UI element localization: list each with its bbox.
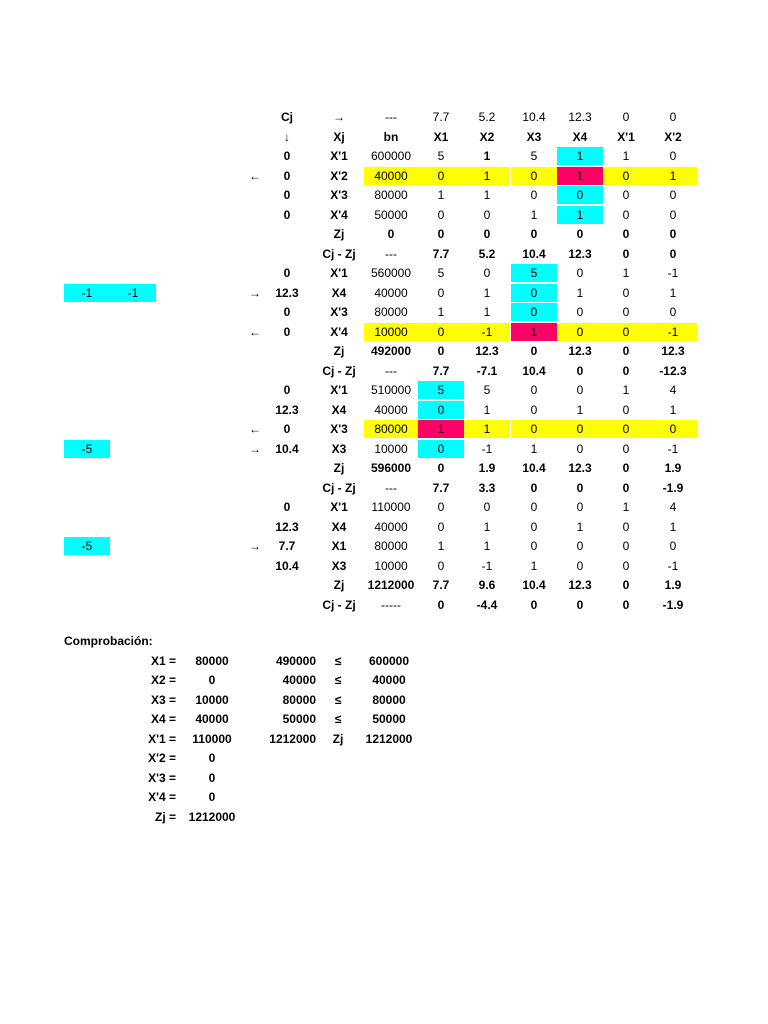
zj-value: 0: [622, 344, 630, 358]
zj-value: 0: [622, 461, 630, 475]
column-header: X2: [479, 129, 495, 144]
leaving-arrow-icon: ←: [249, 324, 261, 339]
basis-variable: X1: [331, 539, 347, 553]
zj-label: Zj: [333, 344, 345, 358]
cj-zj-value: -1.9: [662, 597, 684, 612]
cj-label: Cj: [281, 110, 293, 124]
constraint-lhs: 80000: [282, 692, 316, 707]
coefficient: 1: [418, 420, 464, 438]
coefficient: 0: [437, 285, 445, 300]
coefficient: 0: [622, 305, 630, 319]
constraint-operator: ≤: [334, 712, 342, 726]
zj-value: 10.4: [522, 461, 546, 475]
coefficient: 1: [622, 383, 630, 397]
cj-zj-value: 7.7: [432, 246, 450, 261]
bn-value: 10000: [364, 323, 418, 341]
coefficient: 0: [576, 558, 584, 573]
coefficient: 4: [669, 383, 677, 397]
coefficient: 5: [418, 381, 464, 399]
coefficient: 1: [483, 285, 491, 300]
coefficient: 0: [437, 500, 445, 514]
basis-variable: X'3: [330, 422, 348, 436]
check-var-value: 1212000: [188, 809, 236, 824]
constraint-operator: ≤: [334, 673, 342, 687]
cj-zj-value: 0: [576, 480, 584, 495]
check-title: Comprobación:: [64, 634, 153, 648]
bn-value: 80000: [364, 420, 418, 438]
check-var-value: 40000: [195, 712, 229, 726]
coefficient: 0: [669, 305, 677, 319]
column-header: X1: [433, 129, 449, 144]
zj-value: 12.3: [568, 578, 592, 592]
check-var-label: X1 =: [150, 653, 176, 668]
constraint-lhs: 50000: [282, 712, 316, 726]
arrow-down-icon: ↓: [284, 129, 290, 144]
coefficient: 0: [669, 149, 677, 163]
bn-value: 80000: [374, 539, 408, 553]
check-var-value: 80000: [195, 653, 229, 668]
cj-zj-value: 10.4: [522, 246, 546, 261]
coefficient: 0: [576, 500, 584, 514]
coefficient: 1: [649, 167, 697, 185]
zj-value: 0: [437, 461, 445, 475]
coefficient: 0: [483, 207, 491, 222]
zj-bn: 0: [387, 227, 395, 241]
bn-value: 510000: [370, 383, 412, 397]
coefficient: 0: [530, 500, 538, 514]
coefficient: 1: [483, 402, 491, 417]
constraint-operator: ≤: [334, 653, 342, 668]
basis-cost: 10.4: [275, 441, 299, 456]
coefficient: 1: [669, 402, 677, 417]
coefficient: 0: [418, 323, 464, 341]
constraint-lhs: 40000: [282, 673, 316, 687]
zj-label: Zj: [333, 461, 345, 475]
cj-zj-value: 0: [622, 363, 630, 378]
check-var-label: X'1 =: [148, 731, 176, 746]
leaving-arrow-icon: ←: [249, 422, 261, 436]
coefficient: 0: [511, 284, 557, 302]
coefficient: 0: [603, 323, 649, 341]
zj-value: 0: [669, 227, 677, 241]
coefficient: 1: [557, 167, 603, 185]
check-var-label: X3 =: [150, 692, 176, 707]
cj-zj-value: 7.7: [432, 480, 450, 495]
coefficient: 0: [576, 383, 584, 397]
coefficient: 0: [576, 305, 584, 319]
cj-zj-value: 0: [622, 597, 630, 612]
check-var-label: X2 =: [150, 673, 176, 687]
coefficient: -1: [667, 266, 679, 280]
coefficient: 1: [576, 519, 584, 534]
coefficient: -1: [667, 558, 679, 573]
coefficient: 0: [576, 539, 584, 553]
cj-zj-value: 0: [530, 597, 538, 612]
zj-value: 0: [622, 578, 630, 592]
entering-arrow-icon: →: [249, 285, 261, 300]
coefficient: 1: [437, 539, 445, 553]
coefficient: 0: [511, 420, 557, 438]
coefficient: 1: [483, 188, 491, 202]
bn-value: 10000: [374, 558, 408, 573]
column-header: X4: [572, 129, 588, 144]
coefficient: 1: [511, 323, 557, 341]
cj-zj-bn: ---: [385, 246, 397, 261]
coefficient: 1: [622, 149, 630, 163]
constraint-lhs: 490000: [275, 653, 316, 668]
zj-value: 1.9: [478, 461, 496, 475]
check-var-value: 110000: [192, 731, 232, 746]
coefficient: 0: [557, 420, 603, 438]
coefficient: 0: [576, 441, 584, 456]
basis-variable: X'2: [330, 168, 348, 183]
basis-cost: 0: [283, 422, 291, 436]
zj-value: 12.3: [568, 461, 592, 475]
check-var-value: 0: [208, 770, 216, 785]
coefficient: 0: [437, 519, 445, 534]
cj-value: 5.2: [478, 110, 496, 124]
coefficient: 0: [437, 558, 445, 573]
coefficient: 0: [557, 186, 603, 204]
side-note: -5: [64, 537, 110, 555]
coefficient: 0: [576, 266, 584, 280]
zj-value: 0: [622, 227, 630, 241]
zj-bn: 492000: [370, 344, 412, 358]
coefficient: 1: [669, 519, 677, 534]
cj-value: 10.4: [522, 110, 546, 124]
zj-value: 9.6: [478, 578, 496, 592]
entering-arrow-icon: →: [249, 539, 261, 553]
basis-variable: X4: [331, 285, 347, 300]
basis-variable: X4: [331, 402, 347, 417]
cj-zj-bn: ---: [385, 363, 397, 378]
cj-zj-value: 10.4: [522, 363, 546, 378]
coefficient: 0: [418, 440, 464, 458]
coefficient: 1: [557, 206, 603, 224]
basis-variable: X'4: [330, 324, 348, 339]
coefficient: 0: [418, 167, 464, 185]
coefficient: 0: [622, 558, 630, 573]
constraint-lhs: 1212000: [269, 731, 316, 746]
basis-variable: X3: [331, 441, 347, 456]
basis-cost: 0: [283, 188, 291, 202]
basis-variable: X'4: [330, 207, 348, 222]
coefficient: 1: [437, 188, 445, 202]
coefficient: 1: [622, 500, 630, 514]
bn-value: 40000: [374, 285, 408, 300]
cj-value: 7.7: [432, 110, 450, 124]
coefficient: 0: [622, 539, 630, 553]
xj-label: Xj: [333, 129, 345, 144]
coefficient: 1: [464, 167, 510, 185]
coefficient: 0: [669, 539, 677, 553]
coefficient: 0: [622, 519, 630, 534]
side-note: -1: [64, 284, 110, 302]
coefficient: 1: [530, 558, 538, 573]
coefficient: 1: [530, 207, 538, 222]
basis-variable: X'1: [330, 383, 348, 397]
side-note: -5: [64, 440, 110, 458]
cj-zj-value: 0: [576, 597, 584, 612]
basis-cost: 0: [283, 207, 291, 222]
leaving-arrow-icon: ←: [249, 168, 261, 183]
coefficient: 1: [483, 519, 491, 534]
column-header: X3: [526, 129, 542, 144]
cj-zj-label: Cj - Zj: [322, 480, 356, 495]
bn-value: 80000: [374, 305, 408, 319]
coefficient: 1: [622, 266, 630, 280]
zj-value: 1.9: [664, 578, 682, 592]
basis-cost: 0: [283, 500, 291, 514]
basis-cost: 10.4: [275, 558, 299, 573]
cj-zj-bn: ---: [385, 480, 397, 495]
side-note: -1: [110, 284, 156, 302]
coefficient: 0: [530, 383, 538, 397]
column-header: X'1: [617, 129, 635, 144]
constraint-rhs: 50000: [372, 712, 406, 726]
cj-zj-value: 0: [576, 363, 584, 378]
zj-bn: 1212000: [367, 578, 415, 592]
coefficient: 0: [483, 500, 491, 514]
bn-value: 600000: [370, 149, 412, 163]
cj-zj-value: -1.9: [662, 480, 684, 495]
cj-zj-value: 0: [622, 246, 630, 261]
cj-zj-value: 0: [669, 246, 677, 261]
constraint-rhs: 80000: [372, 692, 406, 707]
constraint-operator: ≤: [334, 692, 342, 707]
cj-zj-value: 5.2: [478, 246, 496, 261]
column-header: X'2: [664, 129, 682, 144]
cj-zj-label: Cj - Zj: [322, 597, 356, 612]
basis-cost: 12.3: [275, 402, 299, 417]
constraint-rhs: 600000: [368, 653, 410, 668]
coefficient: 0: [622, 188, 630, 202]
basis-variable: X'3: [330, 188, 348, 202]
coefficient: 1: [669, 285, 677, 300]
coefficient: 0: [622, 402, 630, 417]
coefficient: 4: [669, 500, 677, 514]
coefficient: 0: [418, 401, 464, 419]
coefficient: 5: [530, 149, 538, 163]
check-var-value: 0: [208, 673, 216, 687]
coefficient: 1: [437, 305, 445, 319]
coefficient: 1: [576, 285, 584, 300]
zj-label: Zj: [333, 578, 345, 592]
check-var-label: X'3 =: [148, 770, 176, 785]
cj-zj-value: -4.4: [476, 597, 498, 612]
coefficient: 5: [483, 383, 491, 397]
coefficient: 1: [557, 147, 603, 165]
zj-value: 0: [530, 227, 538, 241]
cj-zj-value: -12.3: [659, 363, 687, 378]
basis-cost: 12.3: [275, 519, 299, 534]
zj-bn: 596000: [370, 461, 412, 475]
basis-cost: 0: [283, 149, 291, 163]
cj-zj-bn: -----: [381, 597, 401, 612]
coefficient: -1: [481, 558, 493, 573]
coefficient: 5: [437, 266, 445, 280]
coefficient: 1: [464, 420, 510, 438]
cj-zj-value: 0: [530, 480, 538, 495]
cj-value: 12.3: [568, 110, 592, 124]
bn-value: 50000: [374, 207, 408, 222]
coefficient: 0: [622, 285, 630, 300]
basis-cost: 0: [283, 383, 291, 397]
basis-cost: 0: [283, 305, 291, 319]
cj-value: 0: [669, 110, 677, 124]
constraint-rhs: 40000: [372, 673, 406, 687]
zj-value: 0: [437, 227, 445, 241]
cj-zj-label: Cj - Zj: [322, 246, 356, 261]
coefficient: 5: [511, 264, 557, 282]
coefficient: 0: [437, 207, 445, 222]
basis-cost: 0: [283, 266, 291, 280]
bn-value: 40000: [364, 167, 418, 185]
coefficient: 0: [530, 539, 538, 553]
basis-variable: X4: [331, 519, 347, 534]
coefficient: -1: [481, 441, 493, 456]
zj-value: 7.7: [432, 578, 450, 592]
bn-label: bn: [383, 129, 399, 144]
entering-arrow-icon: →: [249, 441, 261, 456]
cj-value: 0: [622, 110, 630, 124]
cj-zj-value: 3.3: [478, 480, 496, 495]
zj-value: 0: [437, 344, 445, 358]
basis-variable: X3: [331, 558, 347, 573]
coefficient: 1: [483, 149, 491, 163]
coefficient: 0: [483, 266, 491, 280]
bn-value: 110000: [371, 500, 411, 514]
cj-zj-value: 0: [437, 597, 445, 612]
basis-cost: 0: [283, 324, 291, 339]
cj-zj-value: 7.7: [432, 363, 450, 378]
basis-variable: X'1: [330, 500, 348, 514]
coefficient: 1: [483, 539, 491, 553]
coefficient: 0: [649, 420, 697, 438]
coefficient: 0: [530, 188, 538, 202]
coefficient: -1: [464, 323, 510, 341]
check-var-label: Zj =: [154, 809, 176, 824]
coefficient: -1: [667, 441, 679, 456]
zj-value: 0: [483, 227, 491, 241]
zj-value: 0: [530, 344, 538, 358]
cj-zj-value: 12.3: [568, 246, 592, 261]
coefficient: 0: [557, 323, 603, 341]
check-var-label: X4 =: [150, 712, 176, 726]
coefficient: 0: [669, 188, 677, 202]
coefficient: 1: [483, 305, 491, 319]
bn-value: 40000: [374, 402, 408, 417]
coefficient: 1: [576, 402, 584, 417]
zj-value: 12.3: [661, 344, 685, 358]
coefficient: 0: [530, 402, 538, 417]
bn-value: 10000: [374, 441, 408, 456]
coefficient: 0: [622, 207, 630, 222]
check-var-label: X'2 =: [148, 751, 176, 765]
basis-cost: 7.7: [278, 539, 296, 553]
check-var-value: 0: [208, 790, 216, 804]
coefficient: 0: [603, 420, 649, 438]
coefficient: -1: [649, 323, 697, 341]
coefficient: 0: [511, 167, 557, 185]
coefficient: 0: [603, 167, 649, 185]
basis-variable: X'1: [330, 149, 348, 163]
coefficient: 0: [511, 303, 557, 321]
basis-cost: 12.3: [275, 285, 299, 300]
zj-value: 0: [576, 227, 584, 241]
cj-zj-value: 0: [622, 480, 630, 495]
zj-value: 12.3: [568, 344, 592, 358]
zj-value: 1.9: [664, 461, 682, 475]
cj-zj-value: -7.1: [476, 363, 498, 378]
zj-value: 12.3: [475, 344, 499, 358]
coefficient: 0: [530, 519, 538, 534]
coefficient: 0: [622, 441, 630, 456]
constraint-rhs: 1212000: [365, 731, 413, 746]
basis-variable: X'1: [330, 266, 348, 280]
bn-value: 40000: [374, 519, 408, 534]
zj-label: Zj: [333, 227, 345, 241]
bn-value: 80000: [374, 188, 408, 202]
coefficient: 5: [437, 149, 445, 163]
check-var-label: X'4 =: [148, 790, 176, 804]
cj-zj-label: Cj - Zj: [322, 363, 356, 378]
check-var-value: 0: [208, 751, 216, 765]
arrow-right-icon: →: [333, 110, 345, 124]
check-var-value: 10000: [195, 692, 229, 707]
basis-variable: X'3: [330, 305, 348, 319]
coefficient: 1: [530, 441, 538, 456]
constraint-operator: Zj: [332, 731, 344, 746]
coefficient: 0: [669, 207, 677, 222]
zj-value: 10.4: [522, 578, 546, 592]
basis-cost: 0: [283, 168, 291, 183]
bn-value: 560000: [370, 266, 412, 280]
header-dashes: ---: [385, 110, 397, 124]
